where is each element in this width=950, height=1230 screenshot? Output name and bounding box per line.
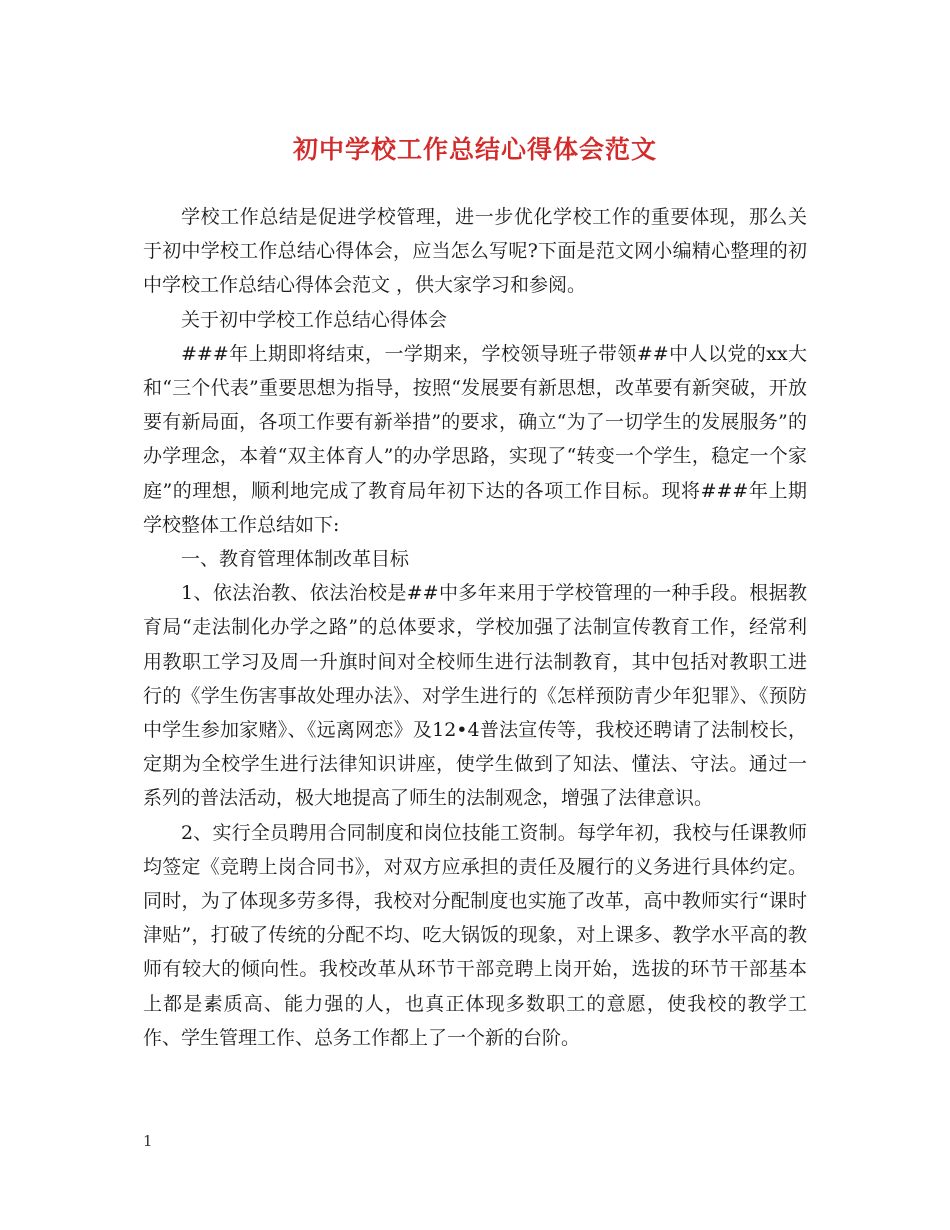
paragraph-subheading: 关于初中学校工作总结心得体会 (181, 308, 448, 331)
paragraph-intro: 学校工作总结是促进学校管理，进一步优化学校工作的重要体现，那么关于初中学校工作总结心得体会，应当怎么写呢?下面是范文网小编精心整理的初中学校工作总结心得体会范文 ，供大家学习和参阅。 (143, 206, 807, 297)
document-title: 初中学校工作总结心得体会范文 (292, 135, 657, 164)
paragraph-section-heading: 一、教育管理体制改革目标 (181, 548, 410, 571)
paragraph-item-2: 2、实行全员聘用合同制度和岗位技能工资制。每学年初，我校与任课教师均签定《竞聘上岗合同书》，对双方应承担的责任及履行的义务进行具体约定。同时，为了体现多劳多得，我校对分配制度也实施了改革，高中教师实行“课时津贴”，打破了传统的分配不均、吃大锅饭的现象，对上课多、教学水平高的教师有较大的倾向性。我校改革从环节干部竞聘上岗开始，选拔的环节干部基本上都是素质高、能力强的人，也真正体现多数职工的意愿，使我校的教学工作、学生管理工作、总务工作都上了一个新的台阶。 (143, 821, 807, 1049)
page-number: 1 (143, 1132, 153, 1150)
document-body (143, 200, 807, 1055)
paragraph-overview: ###年上期即将结束，一学期来，学校领导班子带领##中人以党的xx大和“三个代表”重要思想为指导，按照“发展要有新思想，改革要有新突破，开放要有新局面，各项工作要有新举措”的要求，确立“为了一切学生的发展服务”的办学理念，本着“双主体育人”的办学思路，实现了“转变一个学生，稳定一个家庭”的理想，顺利地完成了教育局年初下达的各项工作目标。现将###年上期学校整体工作总结如下: (143, 342, 807, 536)
paragraph-item-1: 1、依法治教、依法治校是##中多年来用于学校管理的一种手段。根据教育局“走法制化办学之路”的总体要求，学校加强了法制宣传教育工作，经常利用教职工学习及周一升旗时间对全校师生进行法制教育，其中包括对教职工进行的《学生伤害事故处理办法》、对学生进行的《怎样预防青少年犯罪》、《预防中学生参加家赌》、《远离网恋》及12•4普法宣传等，我校还聘请了法制校长，定期为全校学生进行法律知识讲座，使学生做到了知法、懂法、守法。通过一系列的普法活动，极大地提高了师生的法制观念，增强了法律意识。 (143, 582, 807, 810)
